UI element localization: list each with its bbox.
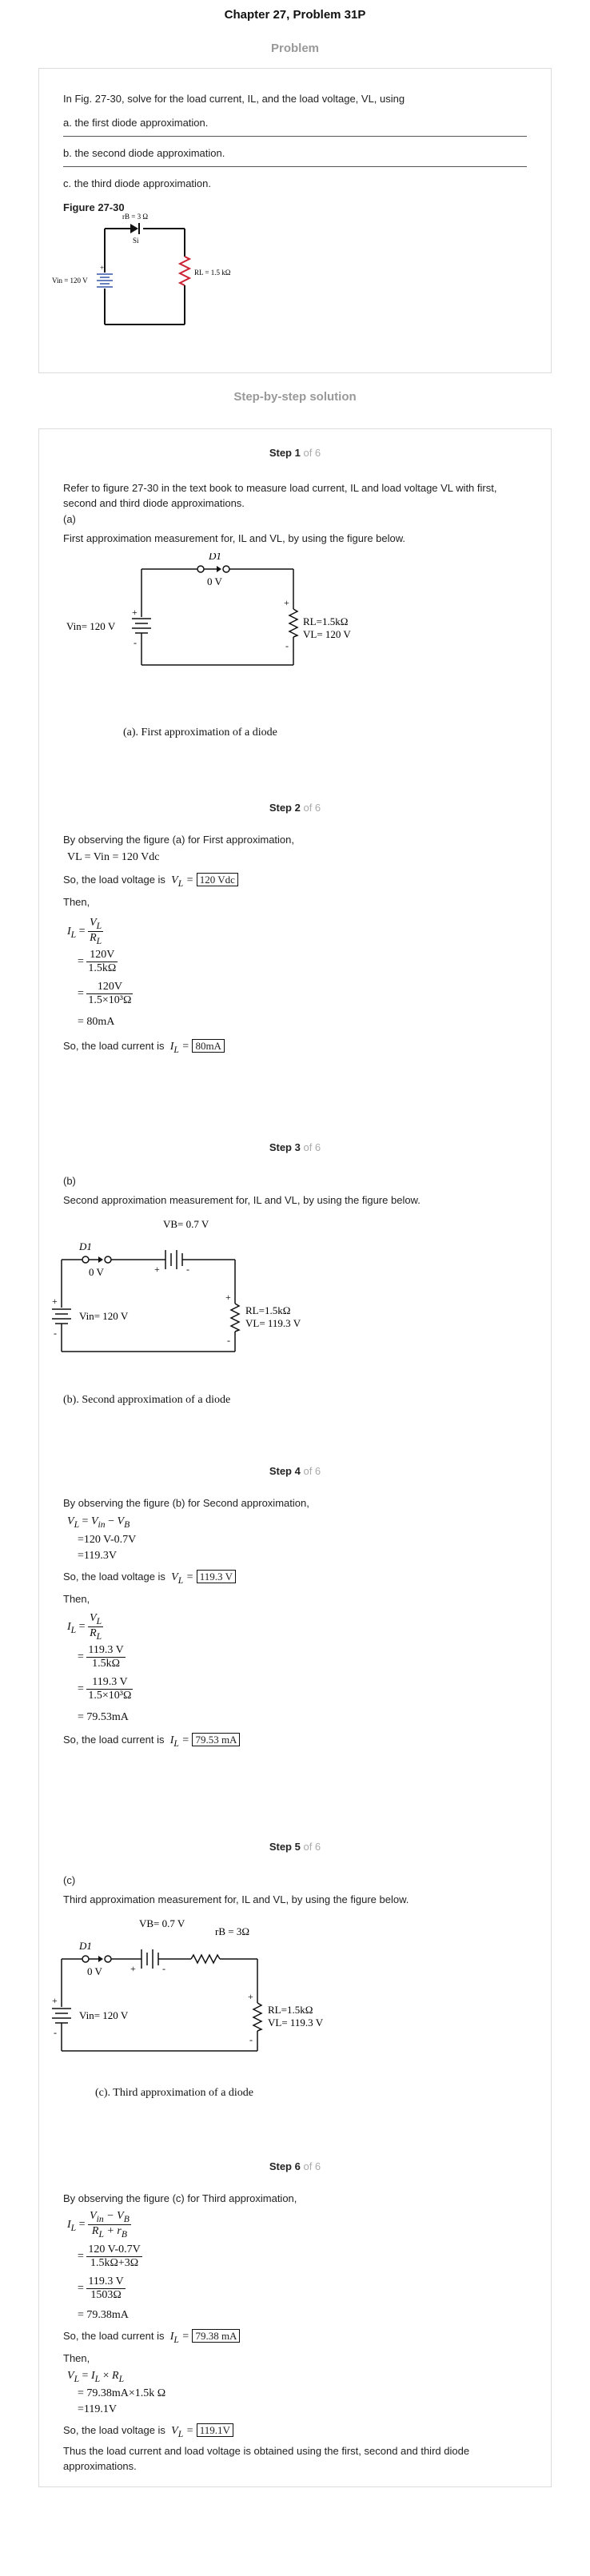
rb-label: rB = 3 Ω bbox=[122, 213, 149, 221]
step-4-intro: By observing the figure (b) for Second approximation, bbox=[63, 1497, 309, 1509]
step-5 bbox=[38, 1823, 552, 2144]
eq-il: $I_L$ = $\frac{V_{in} - V_B}{R_L + r_B}$ bbox=[67, 2210, 130, 2240]
battery-icon bbox=[165, 1250, 182, 1269]
eq-result: = 80mA bbox=[78, 1016, 115, 1028]
step-1-sub: (a) bbox=[63, 513, 76, 525]
problem-item-b: b. the second diode approximation. bbox=[63, 147, 225, 159]
problem-box bbox=[38, 68, 552, 373]
svg-text:-: - bbox=[162, 1963, 165, 1974]
step-2-heading: Step 2 of 6 bbox=[269, 802, 321, 814]
figure-label: Figure 27-30 bbox=[63, 201, 125, 213]
problem-statement: In Fig. 27-30, solve for the load current, IL, and the load voltage, VL, using bbox=[63, 93, 405, 105]
figure-b bbox=[39, 1212, 551, 1372]
svg-text:+: + bbox=[52, 1995, 58, 2006]
step-3 bbox=[38, 1124, 552, 1448]
si-label: Si bbox=[133, 237, 139, 245]
battery-icon bbox=[132, 619, 151, 633]
svg-text:-: - bbox=[249, 2034, 253, 2045]
svg-text:+: + bbox=[132, 607, 138, 618]
eq-step: =120 V-0.7V bbox=[78, 1534, 137, 1546]
then-label: Then, bbox=[63, 896, 90, 908]
then-label: Then, bbox=[63, 1593, 90, 1605]
solution-section-title: Step-by-step solution bbox=[233, 390, 357, 404]
diode-icon bbox=[130, 224, 138, 233]
svg-text:+: + bbox=[154, 1264, 160, 1275]
problem-item-c: c. the third diode approximation. bbox=[63, 177, 211, 189]
svg-text:+: + bbox=[52, 1296, 58, 1307]
rb-label: rB = 3Ω bbox=[215, 1925, 249, 1937]
step-4-heading: Step 4 of 6 bbox=[269, 1465, 321, 1477]
battery-icon bbox=[97, 274, 113, 287]
step-5-heading: Step 5 of 6 bbox=[269, 1841, 321, 1853]
step-2-intro: By observing the figure (a) for First approximation, bbox=[63, 834, 295, 846]
eq-result: = 79.53mA bbox=[78, 1711, 129, 1723]
figure-c-caption: (c). Third approximation of a diode bbox=[95, 2087, 254, 2099]
step-1-heading: Step 1 of 6 bbox=[269, 447, 321, 459]
svg-text:-: - bbox=[285, 640, 289, 651]
d1-label: D1 bbox=[79, 1240, 92, 1252]
svg-text:-: - bbox=[186, 1264, 189, 1275]
vl-label: VL= 119.3 V bbox=[245, 1317, 301, 1329]
eq-step: = $\frac{120 V-0.7V}{1.5k\Omega+3\Omega}$ bbox=[78, 2244, 141, 2269]
figure-a-caption: (a). First approximation of a diode bbox=[123, 727, 277, 739]
eq-step: = $\frac{119.3 V}{1503\Omega}$ bbox=[78, 2275, 124, 2301]
vin-label: Vin= 120 V bbox=[79, 1310, 129, 1322]
step-5-text: Third approximation measurement for, IL and VL, by using the figure below. bbox=[63, 1893, 409, 1905]
arrow-icon bbox=[98, 1256, 103, 1263]
conclusion: Thus the load current and load voltage is obtained using the first, second and third diode approximations. bbox=[63, 2445, 470, 2472]
eq-step: = $\frac{120V}{\text{1.5×10³Ω}}$ bbox=[78, 981, 132, 1006]
step-1 bbox=[38, 428, 552, 786]
step-6-current-line: So, the load current is $I_L = 79.38$ mA bbox=[63, 2328, 240, 2347]
resistor-icon bbox=[180, 257, 189, 285]
vb-label: VB= 0.7 V bbox=[139, 1917, 185, 1929]
eq-step: = $\frac{120V}{1.5k\Omega}$ bbox=[78, 949, 117, 974]
divider bbox=[63, 166, 527, 167]
answer-voltage: 119.3 V bbox=[197, 1570, 236, 1583]
step-2-voltage-line: So, the load voltage is $V_L = 120$ Vdc bbox=[63, 872, 238, 891]
arrow-icon bbox=[217, 566, 221, 572]
vin-label: Vin = 120 V bbox=[52, 277, 88, 285]
resistor-icon bbox=[231, 1304, 239, 1332]
svg-text:-: - bbox=[227, 1335, 230, 1346]
step-4-current-line: So, the load current is $I_L = 79.53$ mA bbox=[63, 1732, 240, 1751]
step-6-heading: Step 6 of 6 bbox=[269, 2160, 321, 2172]
d1-label: D1 bbox=[209, 553, 221, 562]
step-5-sub: (c) bbox=[63, 1874, 76, 1886]
then-label: Then, bbox=[63, 2352, 90, 2364]
eq-step: = $\frac{119.3 V}{\text{1.5×10³Ω}}$ bbox=[78, 1676, 132, 1702]
step-1-intro: Refer to figure 27-30 in the text book to measure load current, IL and load voltage VL with first, second and third diode approximations. bbox=[63, 482, 497, 509]
step-4-voltage-line: So, the load voltage is $V_L = 119.3$ V bbox=[63, 1569, 236, 1588]
resistor-icon bbox=[289, 609, 297, 637]
step-3-heading: Step 3 of 6 bbox=[269, 1141, 321, 1153]
svg-text:+: + bbox=[130, 1963, 136, 1974]
eq-vl: $V_L = V_{in} - V_B$ bbox=[67, 1515, 130, 1530]
svg-text:+: + bbox=[100, 264, 105, 272]
step-2-current-line: So, the load current is $I_L = 80mA$ bbox=[63, 1038, 225, 1057]
eq-il: $I_L$ = $\frac{V_L}{R_L}$ bbox=[67, 1612, 102, 1642]
figure-b-caption: (b). Second approximation of a diode bbox=[63, 1394, 231, 1406]
svg-text:+: + bbox=[248, 1991, 253, 2002]
vl-label: VL= 120 V bbox=[303, 628, 351, 640]
eq-vl: $V_L = I_L \times R_L$ bbox=[67, 2370, 125, 2384]
svg-text:-: - bbox=[54, 2027, 57, 2038]
step-3-text: Second approximation measurement for, IL and VL, by using the figure below. bbox=[63, 1194, 421, 1206]
step-6 bbox=[38, 2143, 552, 2487]
svg-text:-: - bbox=[54, 1328, 57, 1339]
figure-a bbox=[39, 553, 551, 681]
answer-current: 79.38 mA bbox=[192, 2329, 240, 2343]
arrow-icon bbox=[98, 1956, 103, 1962]
step-4 bbox=[38, 1447, 552, 1824]
rl-label: RL=1.5kΩ bbox=[268, 2004, 313, 2016]
step-2 bbox=[38, 784, 552, 1125]
answer-voltage: 119.1V bbox=[197, 2423, 233, 2437]
answer-voltage: 120 Vdc bbox=[197, 873, 238, 886]
divider bbox=[63, 136, 527, 137]
problem-section-title: Problem bbox=[270, 42, 319, 55]
battery-icon bbox=[52, 1309, 71, 1324]
resistor-icon bbox=[191, 1955, 220, 1963]
eq-result: =119.3V bbox=[78, 1550, 117, 1562]
answer-current: 80mA bbox=[192, 1039, 225, 1053]
rl-label: RL=1.5kΩ bbox=[303, 615, 349, 627]
step-6-voltage-line: So, the load voltage is $V_L = 119.1V$ bbox=[63, 2423, 233, 2442]
eq-step: = 79.38mA×1.5k Ω bbox=[78, 2387, 166, 2399]
vl-label: VL= 119.3 V bbox=[268, 2017, 324, 2029]
svg-text:-: - bbox=[134, 637, 137, 648]
step-1-text: First approximation measurement for, IL and VL, by using the figure below. bbox=[63, 532, 406, 544]
answer-current: 79.53 mA bbox=[192, 1733, 240, 1746]
vb-label: VB= 0.7 V bbox=[163, 1218, 209, 1230]
step-3-sub: (b) bbox=[63, 1175, 76, 1187]
battery-icon bbox=[52, 2009, 71, 2023]
figure-27-30 bbox=[39, 213, 551, 372]
rl-label: RL = 1.5 kΩ bbox=[194, 269, 231, 277]
battery-icon bbox=[142, 1949, 158, 1969]
rl-label: RL=1.5kΩ bbox=[245, 1304, 291, 1316]
problem-item-a: a. the first diode approximation. bbox=[63, 117, 209, 129]
eq-vl: VL = Vin = 120 Vdc bbox=[67, 851, 160, 863]
drop-label: 0 V bbox=[87, 1965, 102, 1977]
drop-label: 0 V bbox=[207, 575, 222, 587]
eq-result: =119.1V bbox=[78, 2403, 117, 2415]
svg-text:+: + bbox=[284, 597, 289, 608]
step-6-intro: By observing the figure (c) for Third approximation, bbox=[63, 2192, 297, 2204]
resistor-icon bbox=[253, 2003, 261, 2031]
drop-label: 0 V bbox=[89, 1266, 104, 1278]
eq-step: = $\frac{119.3 V}{1.5k\Omega}$ bbox=[78, 1644, 124, 1670]
vin-label: Vin= 120 V bbox=[66, 620, 116, 632]
vin-label: Vin= 120 V bbox=[79, 2009, 129, 2021]
figure-c bbox=[39, 1911, 551, 2071]
page-title: Chapter 27, Problem 31P bbox=[224, 8, 366, 22]
d1-label: D1 bbox=[79, 1940, 92, 1952]
svg-text:+: + bbox=[225, 1292, 231, 1303]
eq-result: = 79.38mA bbox=[78, 2309, 129, 2321]
eq-il: $I_L$ = $\frac{V_L}{R_L}$ bbox=[67, 917, 102, 946]
